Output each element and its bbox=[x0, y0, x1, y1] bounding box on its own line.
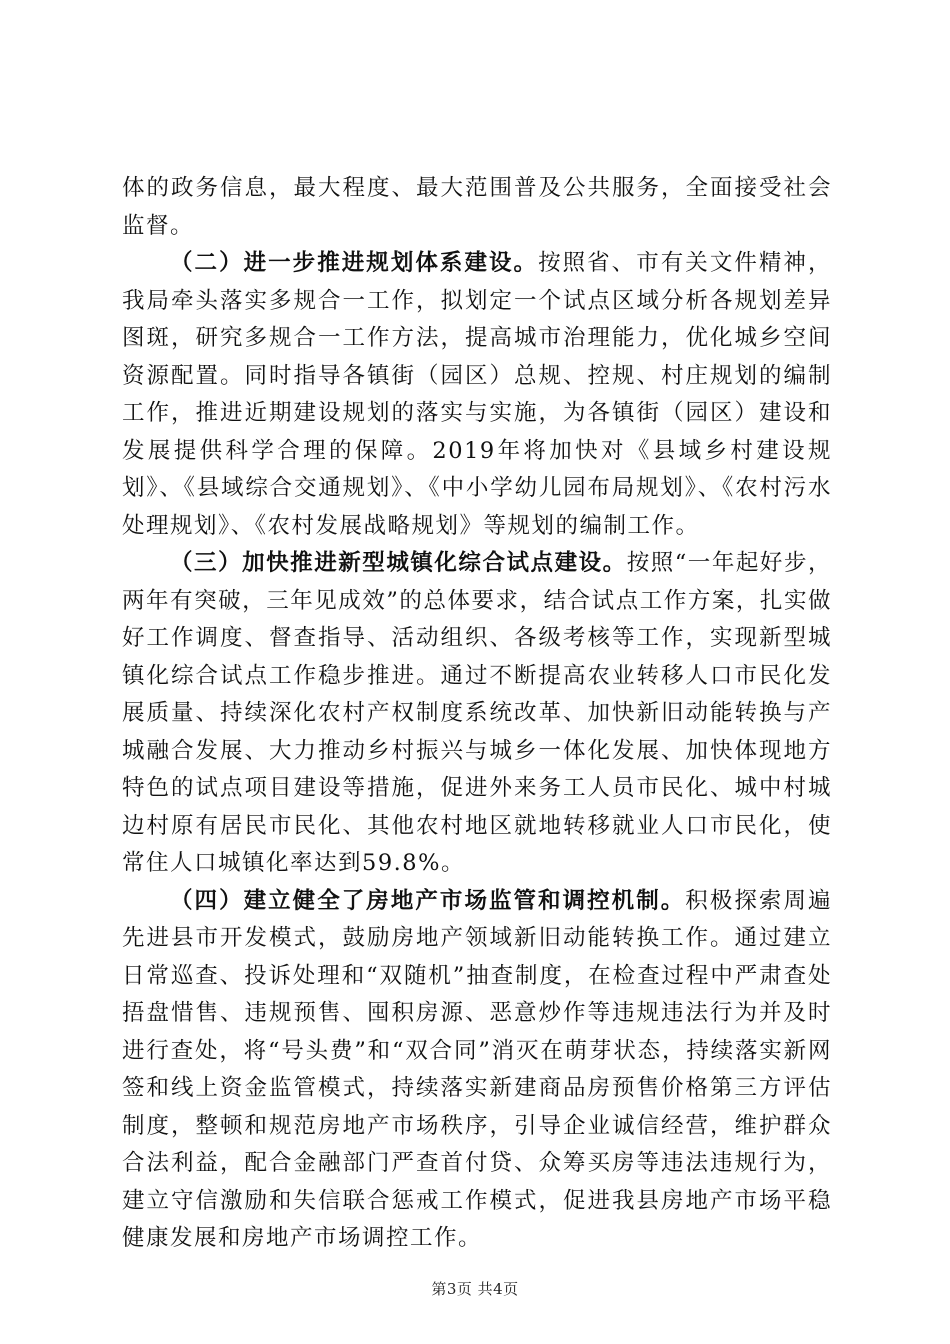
paragraph-heading: （四）建立健全了房地产市场监管和调控机制。 bbox=[170, 887, 686, 914]
paragraph-real-estate-regulation bbox=[122, 883, 832, 1258]
paragraph-heading: （二）进一步推进规划体系建设。 bbox=[170, 250, 539, 276]
paragraph-continuation bbox=[122, 170, 832, 245]
paragraph-text: 体的政务信息，最大程度、最大范围普及公共服务，全面接受社会监督。 bbox=[122, 175, 832, 239]
page-number-label: 第3页 共4页 bbox=[431, 1280, 519, 1298]
paragraph-text: 按照“一年起好步，两年有突破，三年见成效”的总体要求，结合试点工作方案，扎实做好工作调度、督查指导、活动组织、各级考核等工作，实现新型城镇化综合试点工作稳步推进。通过不断提高农业转移人口市民化发展质量、持续深化农村产权制度系统改革、加快新旧动能转换与产城融合发展、大力推动乡村振兴与城乡一体化发展、加快体现地方特色的试点项目建设等措施，促进外来务工人员市民化、城中村城边村原有居民市民化、其他农村地区就地转移就业人口市民化，使常住人口城镇化率达到59.8%。 bbox=[122, 550, 832, 876]
paragraph-text: 按照省、市有关文件精神，我局牵头落实多规合一工作，拟划定一个试点区域分析各规划差异图斑，研究多规合一工作方法，提高城市治理能力，优化城乡空间资源配置。同时指导各镇街（园区）总规、控规、村庄规划的编制工作，推进近期建设规划的落实与实施，为各镇街（园区）建设和发展提供科学合理的保障。2019年将加快对《县域乡村建设规划》、《县域综合交通规划》、《中小学幼儿园布局规划》、《农村污水处理规划》、《农村发展战略规划》等规划的编制工作。 bbox=[122, 250, 832, 539]
paragraph-heading: （三）加快推进新型城镇化综合试点建设。 bbox=[170, 550, 627, 576]
paragraph-text: 积极探索周遍先进县市开发模式，鼓励房地产领域新旧动能转换工作。通过建立日常巡查、投诉处理和“双随机”抽查制度，在检查过程中严肃查处捂盘惜售、违规预售、囤积房源、恶意炒作等违规违法行为并及时进行查处，将“号头费”和“双合同”消灭在萌芽状态，持续落实新网签和线上资金监管模式，持续落实新建商品房预售价格第三方评估制度，整顿和规范房地产市场秩序，引导企业诚信经营，维护群众合法利益，配合金融部门严查首付贷、众筹买房等违法违规行为，建立守信激励和失信联合惩戒工作模式，促进我县房地产市场平稳健康发展和房地产市场调控工作。 bbox=[122, 887, 832, 1251]
paragraph-urbanization-pilot bbox=[122, 545, 832, 883]
paragraph-planning-system bbox=[122, 245, 832, 545]
page-footer bbox=[0, 1278, 950, 1299]
document-body bbox=[122, 170, 832, 1258]
